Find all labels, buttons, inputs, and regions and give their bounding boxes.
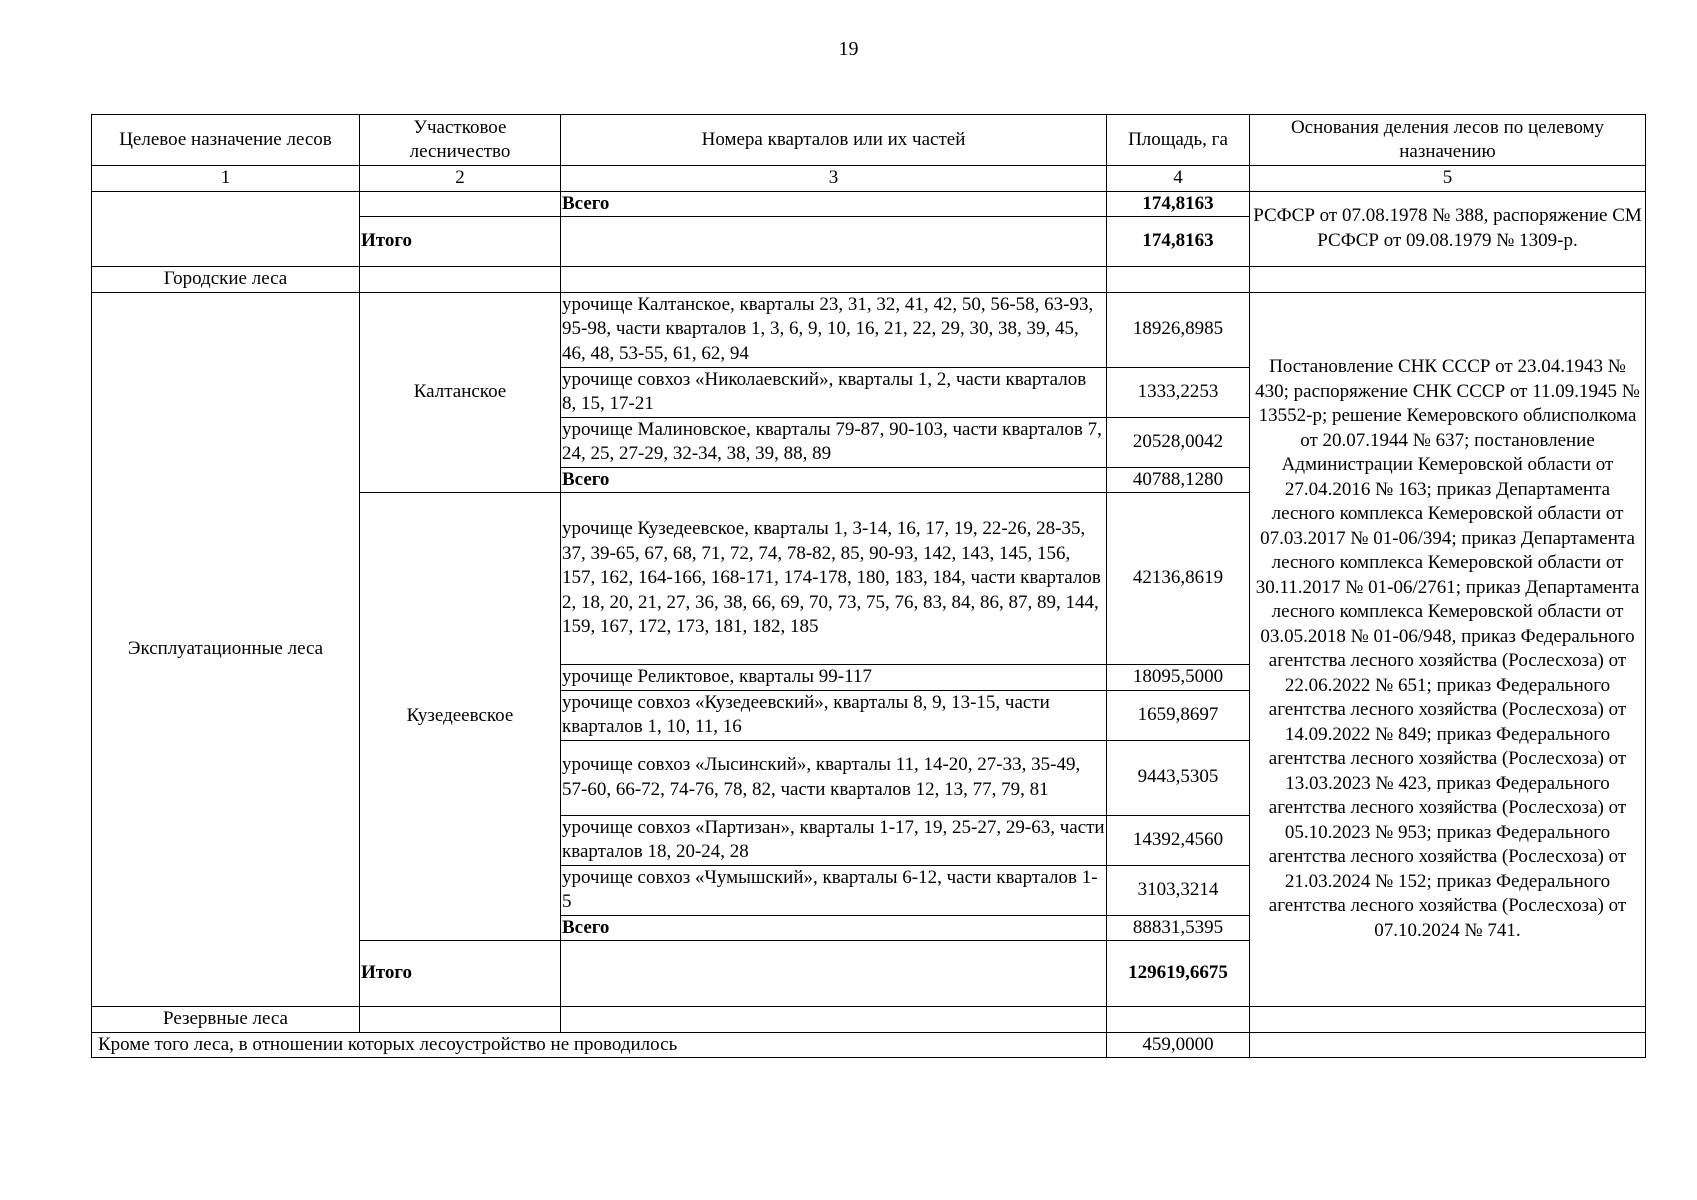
empty-cell xyxy=(561,217,1107,267)
table-row xyxy=(92,267,1646,293)
empty-cell xyxy=(1250,1032,1646,1058)
extra-forests-area: 459,0000 xyxy=(1107,1032,1250,1058)
grand-total-area: 129619,6675 xyxy=(1107,941,1250,1007)
area-cell: 9443,5305 xyxy=(1107,740,1250,815)
quarters-cell: урочище совхоз «Чумышский», кварталы 6-12, части кварталов 1-5 xyxy=(561,865,1107,915)
empty-cell xyxy=(360,267,561,293)
area-cell: 18926,8985 xyxy=(1107,292,1250,367)
table-row xyxy=(92,191,1646,217)
quarters-cell: урочище совхоз «Николаевский», кварталы 1, 2, части кварталов 8, 15, 17-21 xyxy=(561,367,1107,417)
column-number: 1 xyxy=(92,166,360,192)
area-cell: 42136,8619 xyxy=(1107,493,1250,665)
header-basis: Основания деления лесов по целевому назначению xyxy=(1250,115,1646,166)
area-cell: 20528,0042 xyxy=(1107,417,1250,467)
quarters-cell: урочище совхоз «Партизан», кварталы 1-17, 19, 25-27, 29-63, части кварталов 18, 20-24, 28 xyxy=(561,815,1107,865)
quarters-cell: урочище Малиновское, кварталы 79-87, 90-103, части кварталов 7, 24, 25, 27-29, 32-34, 38, 39, 88, 89 xyxy=(561,417,1107,467)
column-number: 4 xyxy=(1107,166,1250,192)
forest-category-label: Городские леса xyxy=(92,267,360,293)
district-name: Калтанское xyxy=(360,292,561,493)
empty-cell xyxy=(1250,1007,1646,1033)
header-row xyxy=(92,115,1646,166)
empty-cell xyxy=(1250,267,1646,293)
column-number: 5 xyxy=(1250,166,1646,192)
empty-cell xyxy=(360,191,561,217)
area-cell: 18095,5000 xyxy=(1107,665,1250,691)
subtotal-label: Всего xyxy=(561,467,1107,493)
grand-total-label: Итого xyxy=(360,941,561,1007)
header-area: Площадь, га xyxy=(1107,115,1250,166)
column-number: 3 xyxy=(561,166,1107,192)
extra-forests-label: Кроме того леса, в отношении которых лесоустройство не проводилось xyxy=(92,1032,1107,1058)
table-row xyxy=(92,1032,1646,1058)
area-cell: 14392,4560 xyxy=(1107,815,1250,865)
page-number: 19 xyxy=(838,38,859,60)
total-label: Всего xyxy=(561,191,1107,217)
forest-category-label: Эксплуатационные леса xyxy=(92,292,360,1007)
basis-text: Постановление СНК СССР от 23.04.1943 № 430; распоряжение СНК СССР от 11.09.1945 № 13552-р; решение Кемеровского облисполкома от 20.07.1944 № 637; постановление Администрации Кемеровской области от 27.04.2016 № 163; приказ Департамента лесного комплекса Кемеровской области от 07.03.2017 № 01-06/394; приказ Департамента лесного комплекса Кемеровской области от 30.11.2017 № 01-06/2761; приказ Департамента лесного комплекса Кемеровской области от 03.05.2018 № 01-06/948, приказ Федерального агентства лесного хозяйства (Рослесхоза) от 22.06.2022 № 651; приказ Федерального агентства лесного хозяйства (Рослесхоза) от 14.09.2022 № 849; приказ Федерального агентства лесного хозяйства (Рослесхоза) от 13.03.2023 № 423, приказ Федерального агентства лесного хозяйства (Рослесхоза) от 05.10.2023 № 953; приказ Федерального агентства лесного хозяйства (Рослесхоза) от 21.03.2024 № 152; приказ Федерального агентства лесного хозяйства (Рослесхоза) от 07.10.2024 № 741. xyxy=(1250,292,1646,1007)
quarters-cell: урочище Реликтовое, кварталы 99-117 xyxy=(561,665,1107,691)
empty-cell xyxy=(1107,1007,1250,1033)
total-area: 174,8163 xyxy=(1107,191,1250,217)
subtotal-area: 88831,5395 xyxy=(1107,915,1250,941)
quarters-cell: урочище совхоз «Лысинский», кварталы 11, 14-20, 27-33, 35-49, 57-60, 66-72, 74-76, 78, 82, части кварталов 12, 13, 77, 79, 81 xyxy=(561,740,1107,815)
grand-total-area: 174,8163 xyxy=(1107,217,1250,267)
column-number-row xyxy=(92,166,1646,192)
header-district: Участковое лесничество xyxy=(360,115,561,166)
table-row xyxy=(92,292,1646,367)
header-purpose: Целевое назначение лесов xyxy=(92,115,360,166)
empty-cell xyxy=(92,191,360,267)
forest-category-label: Резервные леса xyxy=(92,1007,360,1033)
subtotal-area: 40788,1280 xyxy=(1107,467,1250,493)
forest-purpose-table xyxy=(91,114,1646,1058)
quarters-cell: урочище совхоз «Кузедеевский», кварталы 8, 9, 13-15, части кварталов 1, 10, 11, 16 xyxy=(561,690,1107,740)
area-cell: 1333,2253 xyxy=(1107,367,1250,417)
empty-cell xyxy=(561,267,1107,293)
header-quarters: Номера кварталов или их частей xyxy=(561,115,1107,166)
area-cell: 1659,8697 xyxy=(1107,690,1250,740)
empty-cell xyxy=(1107,267,1250,293)
district-name: Кузедеевское xyxy=(360,493,561,941)
empty-cell xyxy=(561,941,1107,1007)
empty-cell xyxy=(360,1007,561,1033)
grand-total-label: Итого xyxy=(360,217,561,267)
column-number: 2 xyxy=(360,166,561,192)
basis-text: РСФСР от 07.08.1978 № 388, распоряжение СМ РСФСР от 09.08.1979 № 1309-р. xyxy=(1250,191,1646,267)
empty-cell xyxy=(561,1007,1107,1033)
quarters-cell: урочище Кузедеевское, кварталы 1, 3-14, 16, 17, 19, 22-26, 28-35, 37, 39-65, 67, 68, 71, 72, 74, 78-82, 85, 90-93, 142, 143, 145, 156, 157, 162, 164-166, 168-171, 174-178, 180, 183, 184, части кварталов 2, 18, 20, 21, 27, 36, 38, 66, 69, 70, 73, 75, 76, 83, 84, 86, 87, 89, 144, 159, 167, 172, 173, 181, 182, 185 xyxy=(561,493,1107,665)
area-cell: 3103,3214 xyxy=(1107,865,1250,915)
table-row xyxy=(92,1007,1646,1033)
quarters-cell: урочище Калтанское, кварталы 23, 31, 32, 41, 42, 50, 56-58, 63-93, 95-98, части кварталов 1, 3, 6, 9, 10, 16, 21, 22, 29, 30, 38, 39, 45, 46, 48, 53-55, 61, 62, 94 xyxy=(561,292,1107,367)
subtotal-label: Всего xyxy=(561,915,1107,941)
